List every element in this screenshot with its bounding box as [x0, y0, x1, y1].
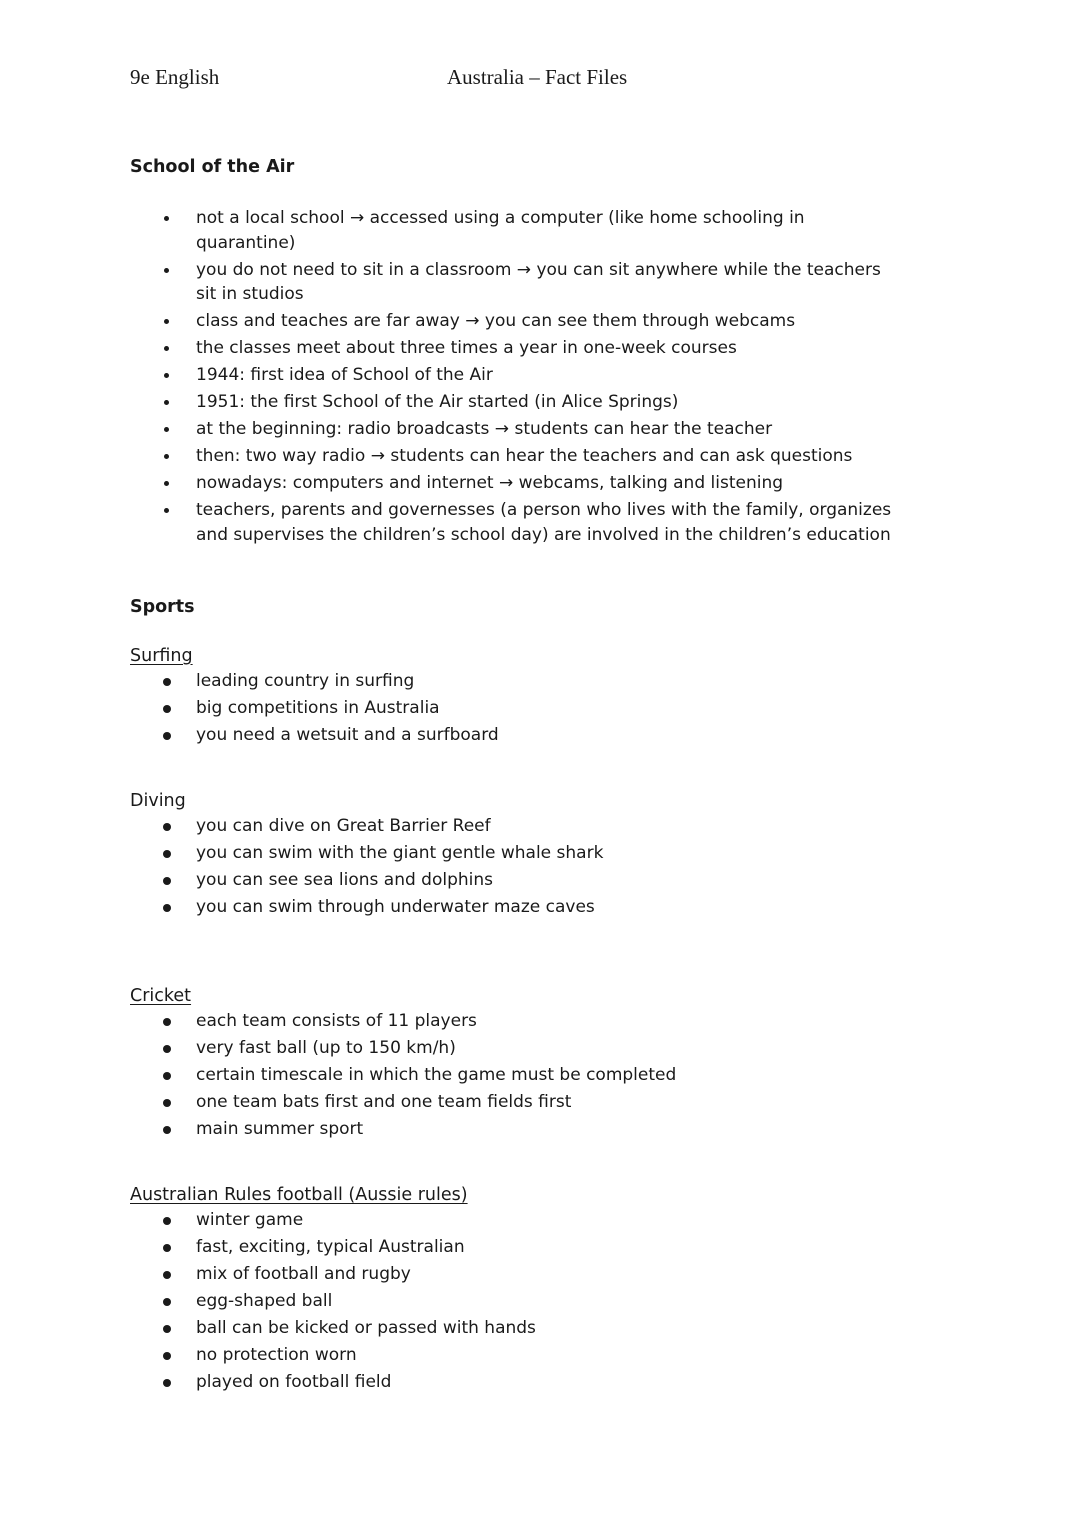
- cricket-list: [130, 1009, 900, 1144]
- list-item: at the beginning: radio broadcasts → students can hear the teacher: [130, 417, 900, 442]
- list-item: you do not need to sit in a classroom → you can sit anywhere while the teachers sit in studios: [130, 258, 900, 307]
- subheading-aussie-rules: Australian Rules football (Aussie rules): [130, 1185, 468, 1205]
- list-item: you can dive on Great Barrier Reef: [130, 814, 900, 839]
- subheading-cricket: Cricket: [130, 986, 192, 1006]
- school-of-the-air-list: [130, 206, 900, 550]
- list-item: no protection worn: [130, 1343, 900, 1368]
- list-item: you can swim with the giant gentle whale shark: [130, 841, 900, 866]
- list-item: certain timescale in which the game must be completed: [130, 1063, 900, 1088]
- diving-list: [130, 814, 900, 922]
- surfing-list: [130, 669, 900, 750]
- list-item: you can swim through underwater maze caves: [130, 895, 900, 920]
- subheading-diving: Diving: [130, 791, 186, 811]
- list-item: you can see sea lions and dolphins: [130, 868, 900, 893]
- list-item: 1944: first idea of School of the Air: [130, 363, 900, 388]
- course-label: 9e English: [130, 65, 220, 89]
- list-item: mix of football and rugby: [130, 1262, 900, 1287]
- list-item: very fast ball (up to 150 km/h): [130, 1036, 900, 1061]
- section-heading-school-of-the-air: School of the Air: [130, 157, 295, 177]
- list-item: nowadays: computers and internet → webcams, talking and listening: [130, 471, 900, 496]
- list-item: egg-shaped ball: [130, 1289, 900, 1314]
- list-item: class and teaches are far away → you can see them through webcams: [130, 309, 900, 334]
- subheading-surfing: Surfing: [130, 646, 193, 666]
- list-item: you need a wetsuit and a surfboard: [130, 723, 900, 748]
- list-item: not a local school → accessed using a computer (like home schooling in quarantine): [130, 206, 900, 255]
- list-item: teachers, parents and governesses (a person who lives with the family, organizes and supervises the children’s school day) are involved in the children’s education: [130, 498, 900, 547]
- list-item: each team consists of 11 players: [130, 1009, 900, 1034]
- section-heading-sports: Sports: [130, 597, 195, 617]
- list-item: 1951: the first School of the Air started (in Alice Springs): [130, 390, 900, 415]
- list-item: ball can be kicked or passed with hands: [130, 1316, 900, 1341]
- list-item: big competitions in Australia: [130, 696, 900, 721]
- aussie-rules-list: [130, 1208, 900, 1397]
- list-item: one team bats first and one team fields first: [130, 1090, 900, 1115]
- list-item: fast, exciting, typical Australian: [130, 1235, 900, 1260]
- document-title: Australia – Fact Files: [447, 65, 628, 89]
- list-item: leading country in surfing: [130, 669, 900, 694]
- list-item: played on football field: [130, 1370, 900, 1395]
- list-item: main summer sport: [130, 1117, 900, 1142]
- list-item: winter game: [130, 1208, 900, 1233]
- list-item: the classes meet about three times a year in one-week courses: [130, 336, 900, 361]
- list-item: then: two way radio → students can hear the teachers and can ask questions: [130, 444, 900, 469]
